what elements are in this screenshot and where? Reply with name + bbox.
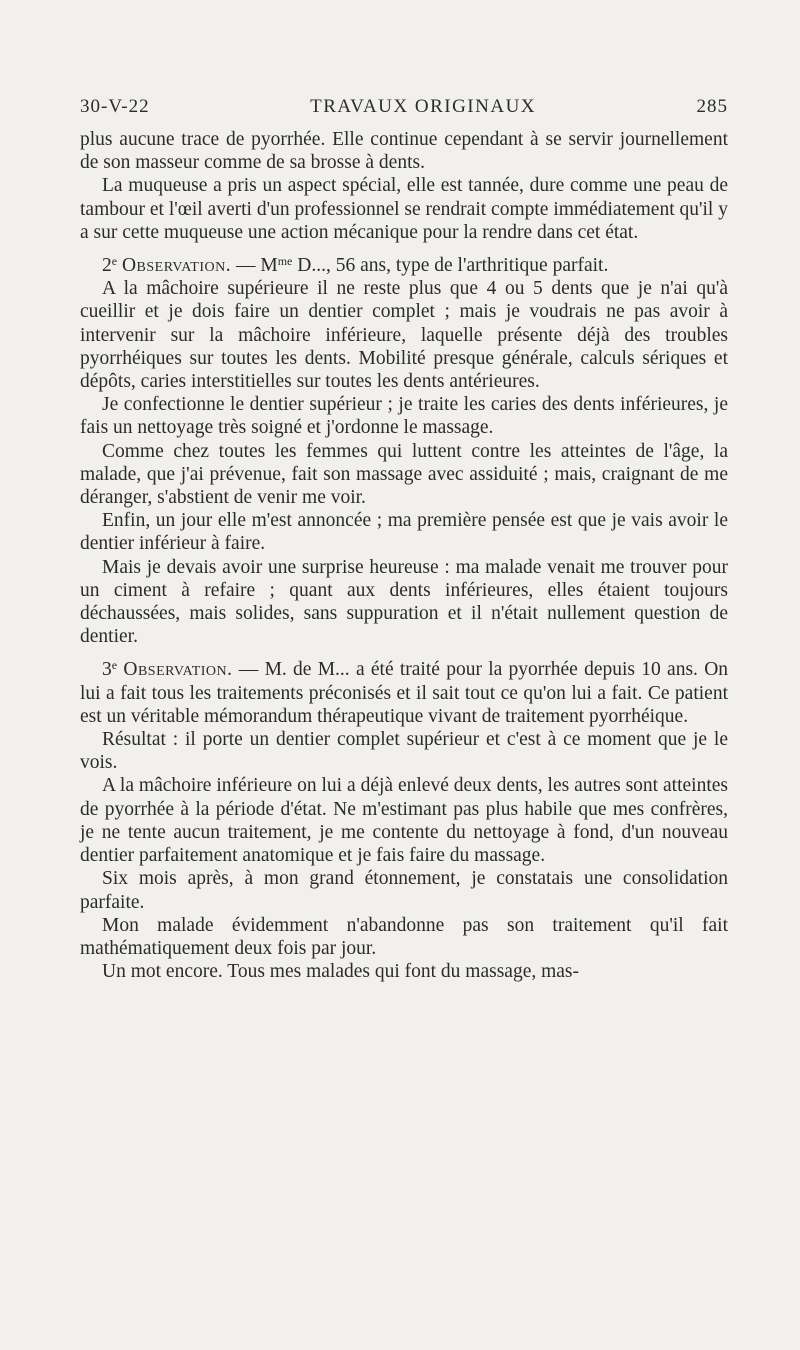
page-number: 285	[696, 96, 728, 117]
obs2-text: D..., 56 ans, type de l'arthritique parfait.	[292, 255, 609, 277]
obs2-label: Observation.	[121, 255, 232, 277]
obs3-number: 3	[102, 659, 112, 681]
header-date: 30-V-22	[80, 96, 150, 117]
paragraph: Six mois après, à mon grand étonnement, je constatais une consolidation parfaite.	[80, 868, 728, 913]
body-text	[80, 128, 728, 983]
paragraph: Résultat : il porte un dentier complet supérieur et c'est à ce moment que je le vois.	[80, 729, 728, 774]
observation-2-heading	[80, 254, 728, 277]
paragraph: Mais je devais avoir une surprise heureuse : ma malade venait me trouver pour un ciment à refaire ; quant aux dents inférieures, elles étaient toujours déchaussées, mais solides, sans suppuration et il n'était nullement question de dentier.	[80, 556, 728, 648]
paragraph: Je confectionne le dentier supérieur ; je traite les caries des dents inférieures, je fais un nettoyage très soigné et j'ordonne le massage.	[80, 394, 728, 439]
obs3-dash: —	[232, 659, 265, 681]
paragraph: Comme chez toutes les femmes qui luttent contre les atteintes de l'âge, la malade, que j'ai prévenue, fait son massage avec assiduité ; mais, craignant de me déranger, s'abstient de venir me voir.	[80, 440, 728, 509]
obs2-dash: —	[231, 255, 261, 277]
obs3-ordinal: e	[111, 658, 118, 673]
obs3-text: M. de M... a été traité pour la pyorrhée depuis 10 ans. On lui a fait tous les traitements préconisés et il sait tout ce qu'on lui a fait. Ce patient est un véritable mémorandum thérapeutique vivant de traitement pyorrhéique.	[80, 659, 729, 727]
paragraph: A la mâchoire supérieure il ne reste plus que 4 ou 5 dents que je n'ai qu'à cueillir et je dois faire un dentier complet ; mais je voudrais ne pas avoir à intervenir sur la mâchoire inférieure, laquelle présente déjà des troubles pyorrhéiques sur toutes les dents. Mobilité presque générale, calculs sériques et dépôts, caries interstitielles sur toutes les dents antérieures.	[80, 278, 728, 393]
paragraph: La muqueuse a pris un aspect spécial, elle est tannée, dure comme une peau de tambour et l'œil averti d'un professionnel se rendrait compte immédiatement qu'il y a sur cette muqueuse une action mécanique pour la rendre dans cet état.	[80, 175, 728, 243]
paragraph: A la mâchoire inférieure on lui a déjà enlevé deux dents, les autres sont atteintes de pyorrhée à la période d'état. Ne m'estimant pas plus habile que mes confrères, je ne tente aucun traitement, je me contente du nettoyage à fond, d'un nouveau dentier parfaitement anatomique et je fais faire du massage.	[80, 775, 728, 867]
page	[80, 96, 728, 983]
obs2-ordinal: e	[111, 254, 118, 269]
obs2-patient-sup: me	[277, 254, 293, 269]
obs2-patient: M	[260, 255, 278, 277]
paragraph: Un mot encore. Tous mes malades qui font du massage, mas-	[102, 961, 580, 983]
paragraph: plus aucune trace de pyorrhée. Elle continue cependant à se servir journellement de son masseur comme de sa brosse à dents.	[80, 129, 728, 174]
observation-3-heading	[80, 658, 728, 728]
paragraph: Enfin, un jour elle m'est annoncée ; ma première pensée est que je vais avoir le dentier inférieur à faire.	[80, 510, 728, 555]
running-header	[80, 96, 728, 118]
paragraph: Mon malade évidemment n'abandonne pas son traitement qu'il fait mathématiquement deux fois par jour.	[80, 914, 728, 959]
obs2-number: 2	[102, 255, 112, 277]
header-title: TRAVAUX ORIGINAUX	[310, 96, 537, 117]
obs3-label: Observation.	[123, 659, 233, 681]
